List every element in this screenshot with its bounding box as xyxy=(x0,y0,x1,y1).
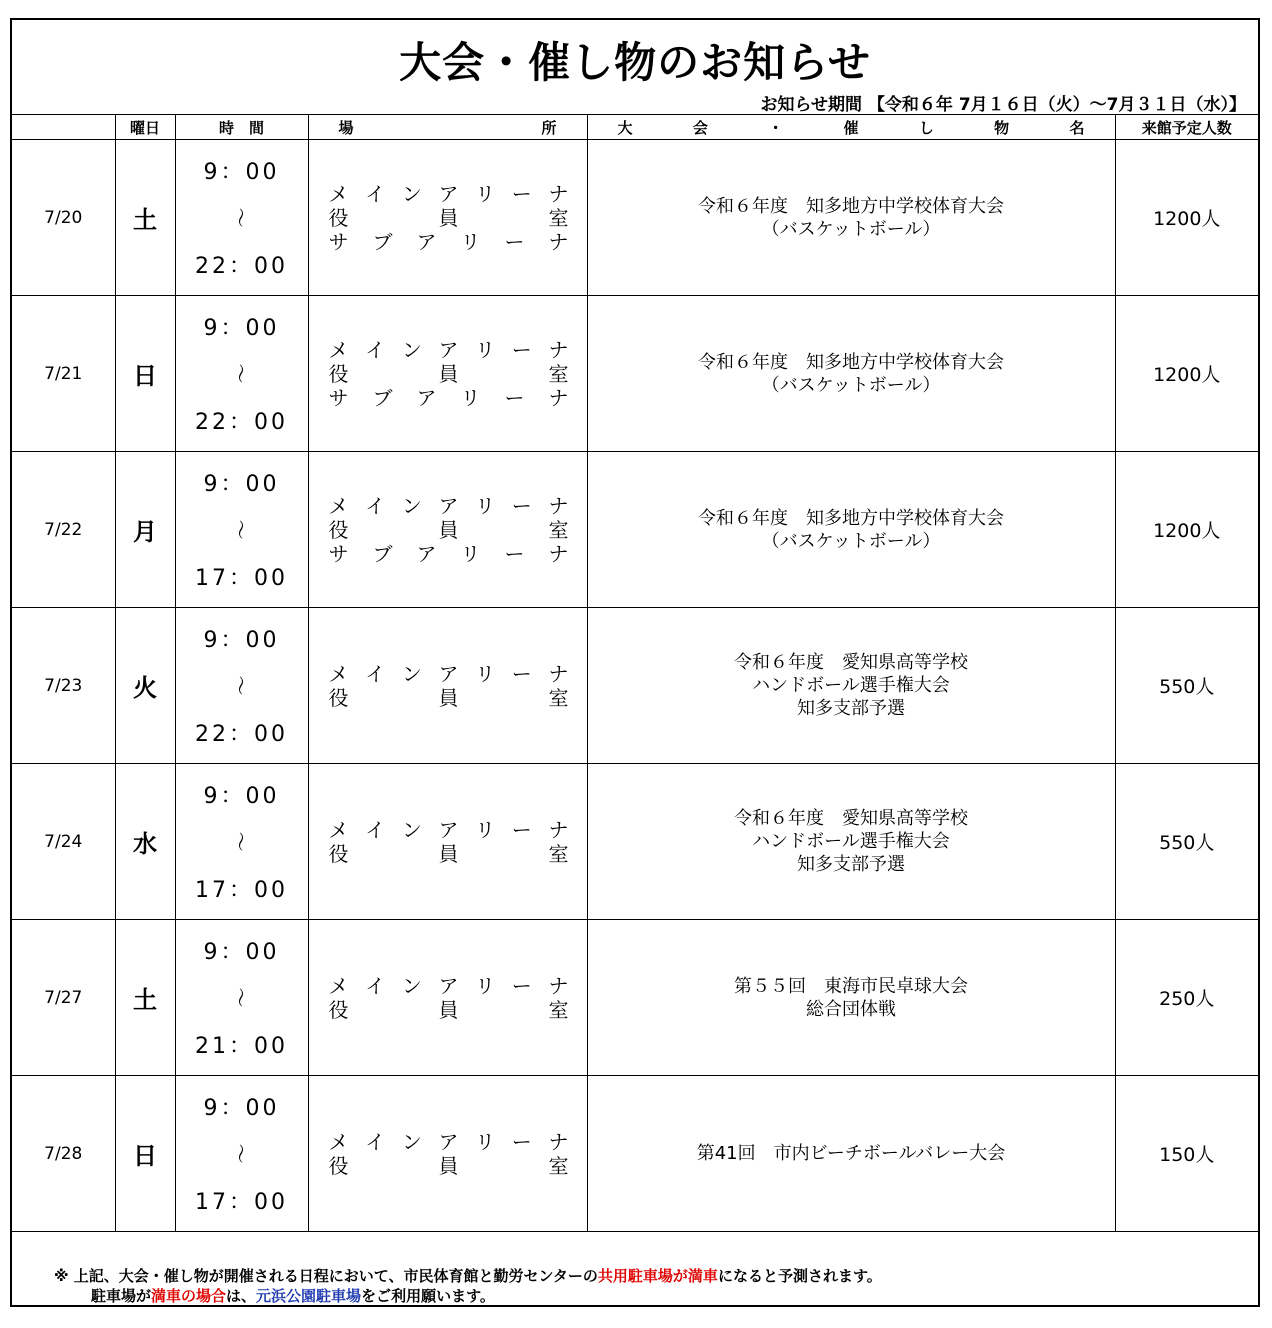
place-char: ナ xyxy=(548,229,569,254)
place-char: 役 xyxy=(328,361,349,386)
date-cell: 7/23 xyxy=(12,608,115,764)
date-cell: 7/22 xyxy=(12,452,115,608)
start-time: 9：00 xyxy=(203,628,280,653)
place-cell xyxy=(308,920,587,1076)
place-char: 員 xyxy=(438,997,459,1022)
attendance-cell: 1200人 xyxy=(1115,296,1258,452)
place-char: ナ xyxy=(548,493,569,518)
note-line-2 xyxy=(54,1286,882,1306)
place-char: イ xyxy=(365,817,386,842)
time-range-separator: ～ xyxy=(228,675,252,696)
note-highlight-red: 満車の場合 xyxy=(151,1287,227,1305)
place-line xyxy=(329,182,569,206)
header-event-char: 名 xyxy=(1069,118,1085,137)
place-char: メ xyxy=(328,661,349,686)
place-char: ン xyxy=(401,661,422,686)
event-cell xyxy=(587,296,1115,452)
date-cell: 7/21 xyxy=(12,296,115,452)
place-line xyxy=(329,494,569,518)
date-cell: 7/27 xyxy=(12,920,115,1076)
table-row xyxy=(12,452,1258,608)
place-char: ン xyxy=(401,1129,422,1154)
place-char: ア xyxy=(438,1129,459,1154)
place-char: リ xyxy=(475,973,496,998)
event-line: ハンドボール選手権大会 xyxy=(752,675,950,696)
place-char: ナ xyxy=(548,817,569,842)
place-char: リ xyxy=(475,817,496,842)
note-text: 駐車場が xyxy=(91,1287,152,1305)
date-cell: 7/24 xyxy=(12,764,115,920)
start-time: 9：00 xyxy=(203,160,280,185)
place-char: ー xyxy=(504,229,525,254)
place-line xyxy=(329,974,569,998)
start-time: 9：00 xyxy=(203,316,280,341)
event-line: 知多支部予選 xyxy=(797,698,905,719)
event-line: （バスケットボール） xyxy=(761,218,941,240)
time-cell xyxy=(175,608,308,764)
attendance-cell: 1200人 xyxy=(1115,452,1258,608)
place-char: ブ xyxy=(372,385,393,410)
place-char: 室 xyxy=(548,685,569,710)
table-row xyxy=(12,920,1258,1076)
place-char: ブ xyxy=(372,541,393,566)
place-cell xyxy=(308,296,587,452)
event-cell xyxy=(587,452,1115,608)
weekday-cell: 日 xyxy=(115,296,175,452)
attendance-cell: 150人 xyxy=(1115,1076,1258,1232)
place-line xyxy=(329,1130,569,1154)
place-char: 室 xyxy=(548,205,569,230)
place-line xyxy=(329,542,569,566)
note-highlight-blue: 元浜公園駐車場 xyxy=(256,1287,362,1305)
event-line: 第41回 市内ビーチボールバレー大会 xyxy=(696,1143,1006,1164)
end-time: 22：00 xyxy=(195,410,288,435)
place-char: ー xyxy=(511,493,532,518)
place-char: ア xyxy=(438,817,459,842)
time-range-separator: ～ xyxy=(228,831,252,852)
time-cell xyxy=(175,920,308,1076)
place-char: 員 xyxy=(438,685,459,710)
table-row xyxy=(12,140,1258,296)
place-char: イ xyxy=(365,337,386,362)
time-cell xyxy=(175,1076,308,1232)
start-time: 9：00 xyxy=(203,940,280,965)
place-line xyxy=(329,386,569,410)
start-time: 9：00 xyxy=(203,784,280,809)
event-cell xyxy=(587,764,1115,920)
place-char: 員 xyxy=(438,841,459,866)
date-cell: 7/20 xyxy=(12,140,115,296)
place-line xyxy=(329,362,569,386)
place-char: 室 xyxy=(548,517,569,542)
time-cell xyxy=(175,764,308,920)
event-cell xyxy=(587,608,1115,764)
table-row xyxy=(12,296,1258,452)
time-cell xyxy=(175,296,308,452)
place-line xyxy=(329,206,569,230)
place-char: 役 xyxy=(328,1153,349,1178)
place-char: リ xyxy=(475,337,496,362)
place-char: 員 xyxy=(438,361,459,386)
table-row xyxy=(12,764,1258,920)
note-text: になると予測されます。 xyxy=(717,1267,882,1285)
end-time: 17：00 xyxy=(195,566,288,591)
place-char: ー xyxy=(511,337,532,362)
weekday-cell: 水 xyxy=(115,764,175,920)
weekday-cell: 土 xyxy=(115,920,175,1076)
event-line: （バスケットボール） xyxy=(761,374,941,396)
note-text: ※ 上記、大会・催し物が開催される日程において、市民体育館と勤労センターの xyxy=(54,1267,598,1285)
place-char: サ xyxy=(328,541,349,566)
notice-frame xyxy=(10,18,1260,1307)
place-char: メ xyxy=(328,181,349,206)
place-char: イ xyxy=(365,1129,386,1154)
place-char: ナ xyxy=(548,181,569,206)
note-line-1 xyxy=(54,1266,882,1286)
header-event xyxy=(587,115,1115,140)
place-char: リ xyxy=(460,385,481,410)
place-char: ア xyxy=(438,337,459,362)
header-place-right: 所 xyxy=(541,118,557,137)
place-char: リ xyxy=(475,661,496,686)
event-line: 令和６年度 知多地方中学校体育大会 xyxy=(698,507,1004,529)
place-char: 室 xyxy=(548,841,569,866)
place-char: イ xyxy=(365,493,386,518)
time-range-separator: ～ xyxy=(228,363,252,384)
place-line xyxy=(329,686,569,710)
place-char: ア xyxy=(438,973,459,998)
place-cell xyxy=(308,608,587,764)
place-char: 役 xyxy=(328,517,349,542)
place-char: ア xyxy=(416,229,437,254)
place-char: ン xyxy=(401,817,422,842)
time-range-separator: ～ xyxy=(228,207,252,228)
table-row xyxy=(12,608,1258,764)
event-cell xyxy=(587,140,1115,296)
place-cell xyxy=(308,452,587,608)
place-char: リ xyxy=(475,493,496,518)
place-char: ナ xyxy=(548,337,569,362)
attendance-cell: 1200人 xyxy=(1115,140,1258,296)
header-time: 時 間 xyxy=(175,115,308,140)
place-char: ン xyxy=(401,973,422,998)
header-event-char: ・ xyxy=(768,118,784,137)
place-char: ン xyxy=(401,337,422,362)
end-time: 22：00 xyxy=(195,722,288,747)
place-char: ナ xyxy=(548,385,569,410)
place-line xyxy=(329,842,569,866)
place-char: イ xyxy=(365,181,386,206)
event-table xyxy=(12,114,1258,1232)
place-char: ナ xyxy=(548,661,569,686)
place-char: イ xyxy=(365,973,386,998)
place-char: ー xyxy=(511,181,532,206)
end-time: 22：00 xyxy=(195,254,288,279)
place-cell xyxy=(308,140,587,296)
place-char: イ xyxy=(365,661,386,686)
event-line: 令和６年度 愛知県高等学校 xyxy=(734,652,968,673)
place-char: ブ xyxy=(372,229,393,254)
attendance-cell: 550人 xyxy=(1115,764,1258,920)
place-line xyxy=(329,518,569,542)
place-char: 役 xyxy=(328,205,349,230)
page-title: 大会・催し物のお知らせ xyxy=(399,38,871,87)
header-place xyxy=(308,115,587,140)
event-cell xyxy=(587,1076,1115,1232)
start-time: 9：00 xyxy=(203,1096,280,1121)
place-char: メ xyxy=(328,337,349,362)
place-char: 室 xyxy=(548,997,569,1022)
place-char: リ xyxy=(460,541,481,566)
place-char: ン xyxy=(401,493,422,518)
place-char: ー xyxy=(511,817,532,842)
place-char: サ xyxy=(328,229,349,254)
place-char: リ xyxy=(460,229,481,254)
weekday-cell: 日 xyxy=(115,1076,175,1232)
header-event-char: 物 xyxy=(994,118,1010,137)
place-char: メ xyxy=(328,817,349,842)
place-line xyxy=(329,998,569,1022)
place-char: サ xyxy=(328,385,349,410)
event-cell xyxy=(587,920,1115,1076)
place-char: 員 xyxy=(438,1153,459,1178)
header-event-char: 会 xyxy=(692,118,708,137)
place-line xyxy=(329,338,569,362)
date-cell: 7/28 xyxy=(12,1076,115,1232)
event-line: 総合団体戦 xyxy=(806,998,896,1020)
header-date xyxy=(12,115,115,140)
header-place-left: 場 xyxy=(338,118,354,137)
place-char: 室 xyxy=(548,361,569,386)
place-cell xyxy=(308,1076,587,1232)
note-text: は、 xyxy=(226,1287,257,1305)
header-event-char: 催 xyxy=(843,118,859,137)
event-line: ハンドボール選手権大会 xyxy=(752,831,950,852)
place-char: メ xyxy=(328,1129,349,1154)
place-char: ー xyxy=(511,973,532,998)
place-cell xyxy=(308,764,587,920)
place-char: ー xyxy=(504,385,525,410)
place-char: ナ xyxy=(548,1129,569,1154)
place-char: 役 xyxy=(328,685,349,710)
table-row xyxy=(12,1076,1258,1232)
place-char: ア xyxy=(416,385,437,410)
place-char: メ xyxy=(328,973,349,998)
notice-period: お知らせ期間 【令和６年 7月１６日（火）～7月３１日（水）】 xyxy=(760,95,1246,115)
place-char: ア xyxy=(438,181,459,206)
place-char: ア xyxy=(416,541,437,566)
place-char: ア xyxy=(438,493,459,518)
attendance-cell: 250人 xyxy=(1115,920,1258,1076)
event-line: 令和６年度 知多地方中学校体育大会 xyxy=(698,351,1004,373)
place-char: リ xyxy=(475,1129,496,1154)
end-time: 21：00 xyxy=(195,1034,288,1059)
place-char: ン xyxy=(401,181,422,206)
place-line xyxy=(329,662,569,686)
parking-note xyxy=(54,1266,882,1306)
header-day: 曜日 xyxy=(115,115,175,140)
event-line: 知多支部予選 xyxy=(797,854,905,875)
start-time: 9：00 xyxy=(203,472,280,497)
place-char: メ xyxy=(328,493,349,518)
place-char: ナ xyxy=(548,973,569,998)
place-line xyxy=(329,1154,569,1178)
header-event-char: 大 xyxy=(617,118,633,137)
place-char: ナ xyxy=(548,541,569,566)
header-count: 来館予定人数 xyxy=(1115,115,1258,140)
place-char: ー xyxy=(504,541,525,566)
place-char: 役 xyxy=(328,841,349,866)
end-time: 17：00 xyxy=(195,1190,288,1215)
time-cell xyxy=(175,140,308,296)
end-time: 17：00 xyxy=(195,878,288,903)
weekday-cell: 月 xyxy=(115,452,175,608)
attendance-cell: 550人 xyxy=(1115,608,1258,764)
weekday-cell: 火 xyxy=(115,608,175,764)
time-cell xyxy=(175,452,308,608)
event-line: （バスケットボール） xyxy=(761,530,941,552)
place-char: リ xyxy=(475,181,496,206)
weekday-cell: 土 xyxy=(115,140,175,296)
place-char: 役 xyxy=(328,997,349,1022)
place-char: ー xyxy=(511,1129,532,1154)
place-char: ア xyxy=(438,661,459,686)
place-line xyxy=(329,230,569,254)
header-event-char: し xyxy=(918,118,934,137)
place-char: 員 xyxy=(438,205,459,230)
note-text: をご利用願います。 xyxy=(361,1287,495,1305)
event-line: 令和６年度 知多地方中学校体育大会 xyxy=(698,195,1004,217)
time-range-separator: ～ xyxy=(228,519,252,540)
place-char: 員 xyxy=(438,517,459,542)
place-line xyxy=(329,818,569,842)
place-char: ー xyxy=(511,661,532,686)
note-highlight-red: 共用駐車場が満車 xyxy=(597,1267,718,1285)
event-line: 令和６年度 愛知県高等学校 xyxy=(734,808,968,829)
event-line: 第５５回 東海市民卓球大会 xyxy=(734,975,968,997)
place-char: 室 xyxy=(548,1153,569,1178)
time-range-separator: ～ xyxy=(228,987,252,1008)
time-range-separator: ～ xyxy=(228,1143,252,1164)
